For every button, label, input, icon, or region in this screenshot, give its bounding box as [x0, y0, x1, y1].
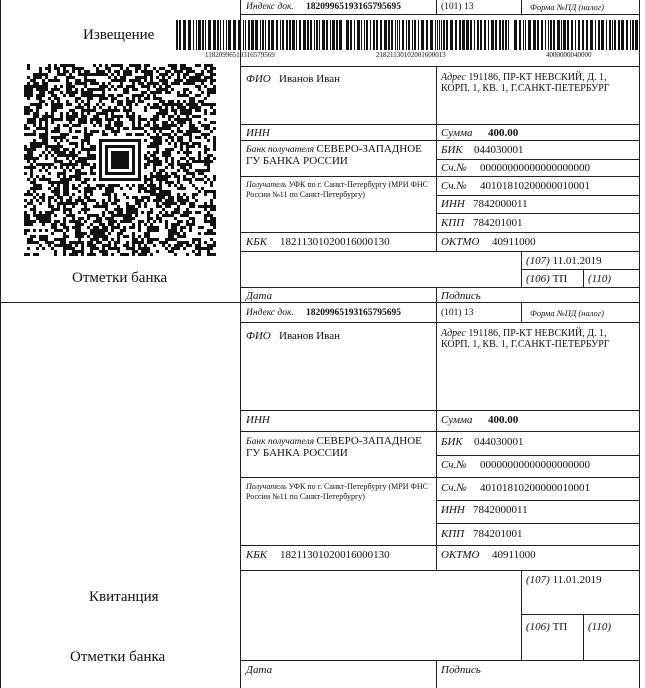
r-row-inn2 — [436, 500, 640, 501]
r-fio-value: Иванов Иван — [279, 330, 340, 342]
sum-value: 400.00 — [488, 127, 519, 139]
barcode-2-text: 21821130102001600013 — [376, 51, 446, 59]
r-row-bank — [240, 431, 640, 432]
sum-label: Сумма — [441, 127, 473, 139]
r-header-sep-1 — [436, 302, 437, 322]
r-address-label: Адрес — [441, 328, 466, 339]
index-value: 18209965193165795695 — [306, 2, 401, 12]
r-address-value: 191186, ПР-КТ НЕВСКИЙ, Д. 1, КОРП. 1, КВ. 1, Г.САНКТ-ПЕТЕРБУРГ — [441, 328, 610, 350]
notice-row-bank — [240, 140, 640, 141]
r-bank-label: Банк получателя — [246, 437, 315, 447]
right-border — [639, 0, 640, 688]
r-sum-value: 400.00 — [488, 414, 519, 426]
header-sep-2 — [521, 0, 522, 14]
r-bank-block — [246, 436, 432, 460]
fio-label: ФИО — [246, 73, 271, 85]
account1-label: Сч.№ — [441, 162, 467, 174]
recipient-value: УФК по г. Санкт-Петербургу (МРИ ФНС России №11 по Санкт-Петербургу) — [246, 180, 428, 199]
barcode-1 — [176, 20, 344, 50]
recipient-block — [246, 180, 434, 200]
recipient-label: Получатель — [246, 180, 287, 189]
r-recipient-label: Получатель — [246, 482, 287, 491]
notice-row-106 — [521, 269, 640, 270]
bik-label: БИК — [441, 144, 463, 156]
r-recipient-block — [246, 482, 434, 502]
r-row-recipient — [240, 477, 640, 478]
r-header-underline — [240, 322, 640, 323]
r-row-date — [240, 660, 640, 661]
r-bank-value: СЕВЕРО-ЗАПАДНОЕ ГУ БАНКА РОССИИ — [246, 435, 422, 459]
r-inn-label: ИНН — [246, 414, 270, 426]
r-row-107 — [240, 570, 640, 571]
r-sign-label: Подпись — [441, 664, 481, 676]
r-kpp-label: КПП — [441, 528, 465, 540]
bik-value: 044030001 — [474, 144, 524, 156]
date107-block — [526, 255, 602, 267]
r-mid-col — [436, 322, 437, 570]
address-block — [441, 72, 637, 94]
notice-row-kbk — [240, 232, 640, 233]
r-row-bik — [436, 455, 640, 456]
qr-code — [24, 64, 216, 256]
kpp-value: 784201001 — [473, 217, 523, 229]
r-date107-value: 11.01.2019 — [552, 574, 602, 586]
kbk-value: 18211301020016000130 — [280, 236, 390, 248]
r-inn2-label: ИНН — [441, 504, 465, 516]
r-row-inn — [240, 410, 640, 411]
notice-row-inn2 — [436, 195, 640, 196]
r-row-kpp — [436, 523, 640, 524]
notice-row-inn — [240, 124, 640, 125]
code106-block — [526, 273, 567, 285]
date107-value: 11.01.2019 — [552, 255, 602, 267]
account1-value: 00000000000000000000 — [480, 162, 590, 174]
r-oktmo-value: 40911000 — [492, 549, 536, 561]
header-sep-1 — [436, 0, 437, 14]
code106-value: ТП — [552, 273, 568, 285]
notice-date-sep — [436, 287, 437, 302]
index-label: Индекс док. — [246, 2, 294, 12]
oktmo-value: 40911000 — [492, 236, 536, 248]
r-kbk-label: КБК — [246, 549, 268, 561]
r-account2-value: 40101810200000010001 — [480, 482, 590, 494]
notice-row-recipient — [240, 176, 640, 177]
r-date-sep — [436, 660, 437, 688]
account2-label: Сч.№ — [441, 180, 467, 192]
r-110-sep — [583, 614, 584, 660]
receipt-title: Квитанция — [89, 589, 159, 605]
code106-label: (106) — [526, 273, 550, 285]
fio-value: Иванов Иван — [279, 73, 340, 85]
oktmo-label: ОКТМО — [441, 236, 480, 248]
code110: (110) — [588, 273, 612, 285]
notice-110-sep — [583, 269, 584, 287]
r-kpp-value: 784201001 — [473, 528, 523, 540]
r-sum-label: Сумма — [441, 414, 473, 426]
r-code106-label: (106) — [526, 621, 550, 633]
notice-date-label: Дата — [246, 290, 273, 302]
barcode-3 — [514, 20, 638, 50]
inn-label: ИНН — [246, 127, 270, 139]
section-divider — [0, 302, 640, 303]
r-account1-value: 00000000000000000000 — [480, 459, 590, 471]
r-code106-block — [526, 621, 567, 633]
kbk-label: КБК — [246, 236, 268, 248]
main-divider — [240, 0, 241, 688]
left-border — [0, 0, 1, 688]
header-underline — [240, 14, 640, 15]
address-label: Адрес — [441, 72, 466, 83]
notice-bank-marks: Отметки банка — [72, 270, 168, 286]
barcode-3-text: 4000000040000 — [546, 51, 592, 59]
r-date107-block — [526, 574, 602, 586]
date107-label: (107) — [526, 255, 550, 267]
notice-row-107 — [240, 251, 640, 252]
r-bik-value: 044030001 — [474, 436, 524, 448]
notice-sign-label: Подпись — [441, 290, 481, 302]
r-code106-value: ТП — [552, 621, 568, 633]
inn2-value: 7842000011 — [473, 198, 528, 210]
r-fio-label: ФИО — [246, 330, 271, 342]
form-label: Форма №ПД (налог) — [530, 2, 604, 12]
r-recipient-value: УФК по г. Санкт-Петербургу (МРИ ФНС России №11 по Санкт-Петербургу) — [246, 482, 428, 501]
notice-title: Извещение — [83, 27, 155, 43]
bank-value: СЕВЕРО-ЗАПАДНОЕ ГУ БАНКА РОССИИ — [246, 143, 422, 167]
r-bik-label: БИК — [441, 436, 463, 448]
notice-row-date — [240, 287, 640, 288]
r-oktmo-label: ОКТМО — [441, 549, 480, 561]
r-date-label: Дата — [246, 664, 273, 676]
notice-row-top — [240, 66, 640, 67]
notice-row-bik — [436, 159, 640, 160]
barcode-2 — [346, 20, 510, 50]
r-header-sep-2 — [521, 302, 522, 322]
notice-row-kpp — [436, 213, 640, 214]
r-row-kbk — [240, 545, 640, 546]
bank-block — [246, 144, 432, 168]
barcode-1-text: 11820996519316579569 — [205, 51, 275, 59]
r-index-label: Индекс док. — [246, 308, 294, 318]
code-101: (101) 13 — [441, 2, 474, 12]
r-row-106 — [521, 614, 640, 615]
receipt-bank-marks: Отметки банка — [70, 649, 166, 665]
kpp-label: КПП — [441, 217, 465, 229]
r-107-col — [521, 570, 522, 660]
r-address-block — [441, 328, 637, 350]
r-kbk-value: 18211301020016000130 — [280, 549, 390, 561]
r-code110: (110) — [588, 621, 612, 633]
address-value: 191186, ПР-КТ НЕВСКИЙ, Д. 1, КОРП. 1, КВ. 1, Г.САНКТ-ПЕТЕРБУРГ — [441, 72, 610, 94]
r-account2-label: Сч.№ — [441, 482, 467, 494]
r-inn2-value: 7842000011 — [473, 504, 528, 516]
account2-value: 40101810200000010001 — [480, 180, 590, 192]
r-date107-label: (107) — [526, 574, 550, 586]
inn2-label: ИНН — [441, 198, 465, 210]
r-code-101: (101) 13 — [441, 308, 474, 318]
r-account1-label: Сч.№ — [441, 459, 467, 471]
bank-label: Банк получателя — [246, 145, 315, 155]
r-form-label: Форма №ПД (налог) — [530, 308, 604, 318]
r-index-value: 18209965193165795695 — [306, 308, 401, 318]
